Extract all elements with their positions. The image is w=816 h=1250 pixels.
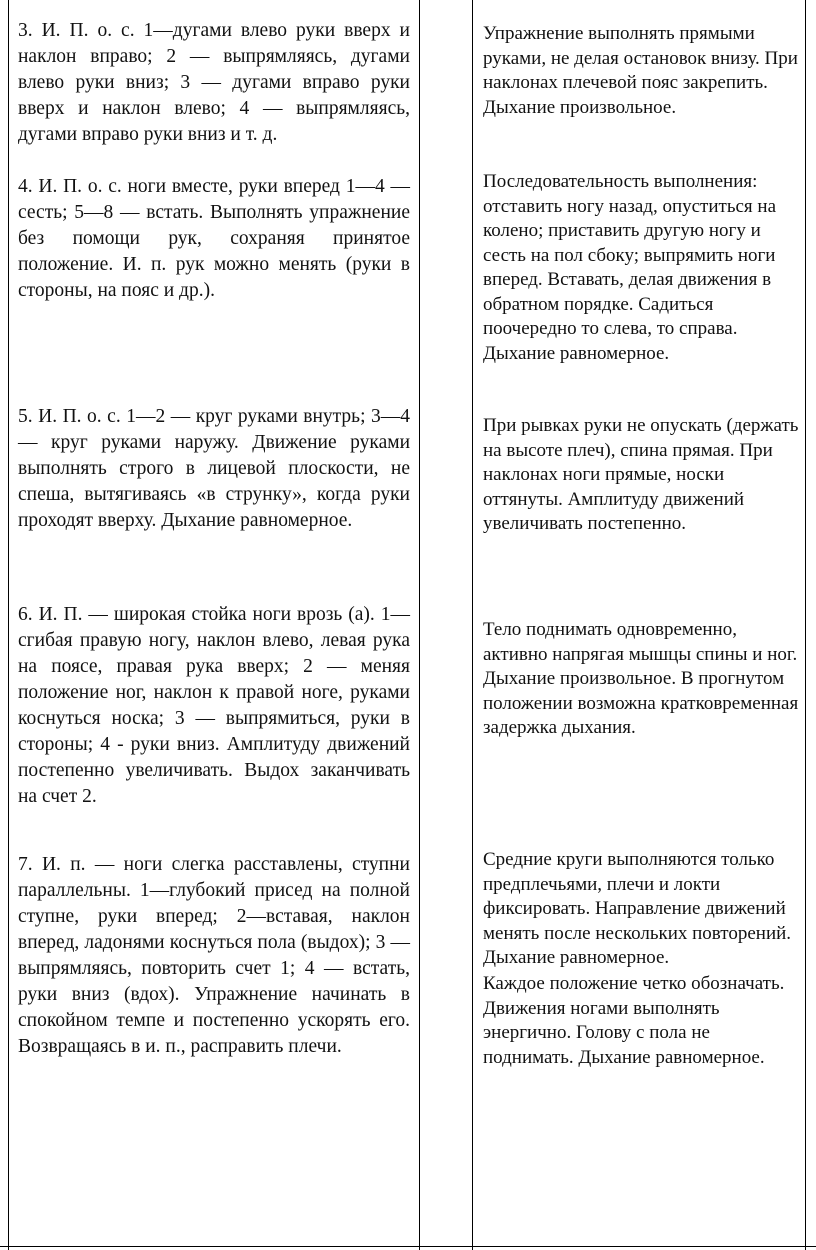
exercise-8-notes: Каждое положение четко обозначать. Движения ногами выполнять энергично. Голову с пола не поднимать. Дыхание равномерное. [483, 973, 785, 1068]
exercise-7-notes: Средние круги выполняются только предплечьями, плечи и локти фиксировать. Направление движений менять после нескольких повторений. Дыхание равномерное. [483, 849, 792, 968]
exercise-3-description: 3. И. П. о. с. 1—дугами влево руки вверх и наклон вправо; 2 — выпрямляясь, дугами влево руки вниз; 3 — дугами вправо руки вверх и наклон влево; 4 — выпрямляясь, дугами вправо руки вниз и т. д. [18, 20, 410, 145]
exercise-7-description: 7. И. п. — ноги слегка расставлены, ступни параллельны. 1—глубокий присед на полной ступне, руки вперед; 2—вставая, наклон вперед, ладонями коснуться пола (выдох); 3 — выпрямляясь, повторить счет 1; 4 — встать, руки вниз (вдох). Упражнение начинать в спокойном темпе и постепенно ускорять его. Возвращаясь в и. п., расправить плечи. [18, 854, 410, 1057]
exercise-4-notes: Последовательность выполнения: отставить ногу назад, опуститься на колено; приставить другую ногу и сесть на пол сбоку; выпрямить ноги вперед. Вставать, делая движения в обратном порядке. Садиться поочередно то слева, то справа. Дыхание равномерное. [483, 171, 777, 364]
exercise-4-description: 4. И. П. о. с. ноги вместе, руки вперед 1—4 — сесть; 5—8 — встать. Выполнять упражнение без помощи рук, сохраняя принятое положение. И. п. рук можно менять (руки в стороны, на пояс и др.). [18, 176, 410, 301]
exercise-3-notes: Упражнение выполнять прямыми руками, не делая остановок внизу. При наклонах плечевой пояс закрепить. Дыхание произвольное. [483, 23, 798, 118]
table-border-bottom [0, 1246, 816, 1247]
table-divider-1 [419, 0, 420, 1250]
exercise-6-notes: Тело поднимать одновременно, активно напрягая мышцы спины и ног. Дыхание произвольное. В прогнутом положении возможна кратковременная задержка дыхания. [483, 619, 799, 738]
exercise-5-notes: При рывках руки не опускать (держать на высоте плеч), спина прямая. При наклонах ноги прямые, носки оттянуты. Амплитуду движений увеличивать постепенно. [483, 415, 799, 534]
table-divider-2 [472, 0, 473, 1250]
exercise-6-description: 6. И. П. — широкая стойка ноги врозь (а). 1—сгибая правую ногу, наклон влево, левая рука на поясе, правая рука вверх; 2 — меняя положение ног, наклон к правой ноге, руками коснуться носка; 3 — выпрямиться, руки в стороны; 4 - руки вниз. Амплитуду движений постепенно увеличивать. Выдох заканчивать на счет 2. [18, 604, 410, 807]
table-border-right [805, 0, 806, 1250]
exercise-5-description: 5. И. П. о. с. 1—2 — круг руками внутрь; 3—4 — круг руками наружу. Движение руками выполнять строго в лицевой плоскости, не спеша, вытягиваясь «в струнку», когда руки проходят вверху. Дыхание равномерное. [18, 406, 410, 531]
table-border-left [8, 0, 9, 1250]
